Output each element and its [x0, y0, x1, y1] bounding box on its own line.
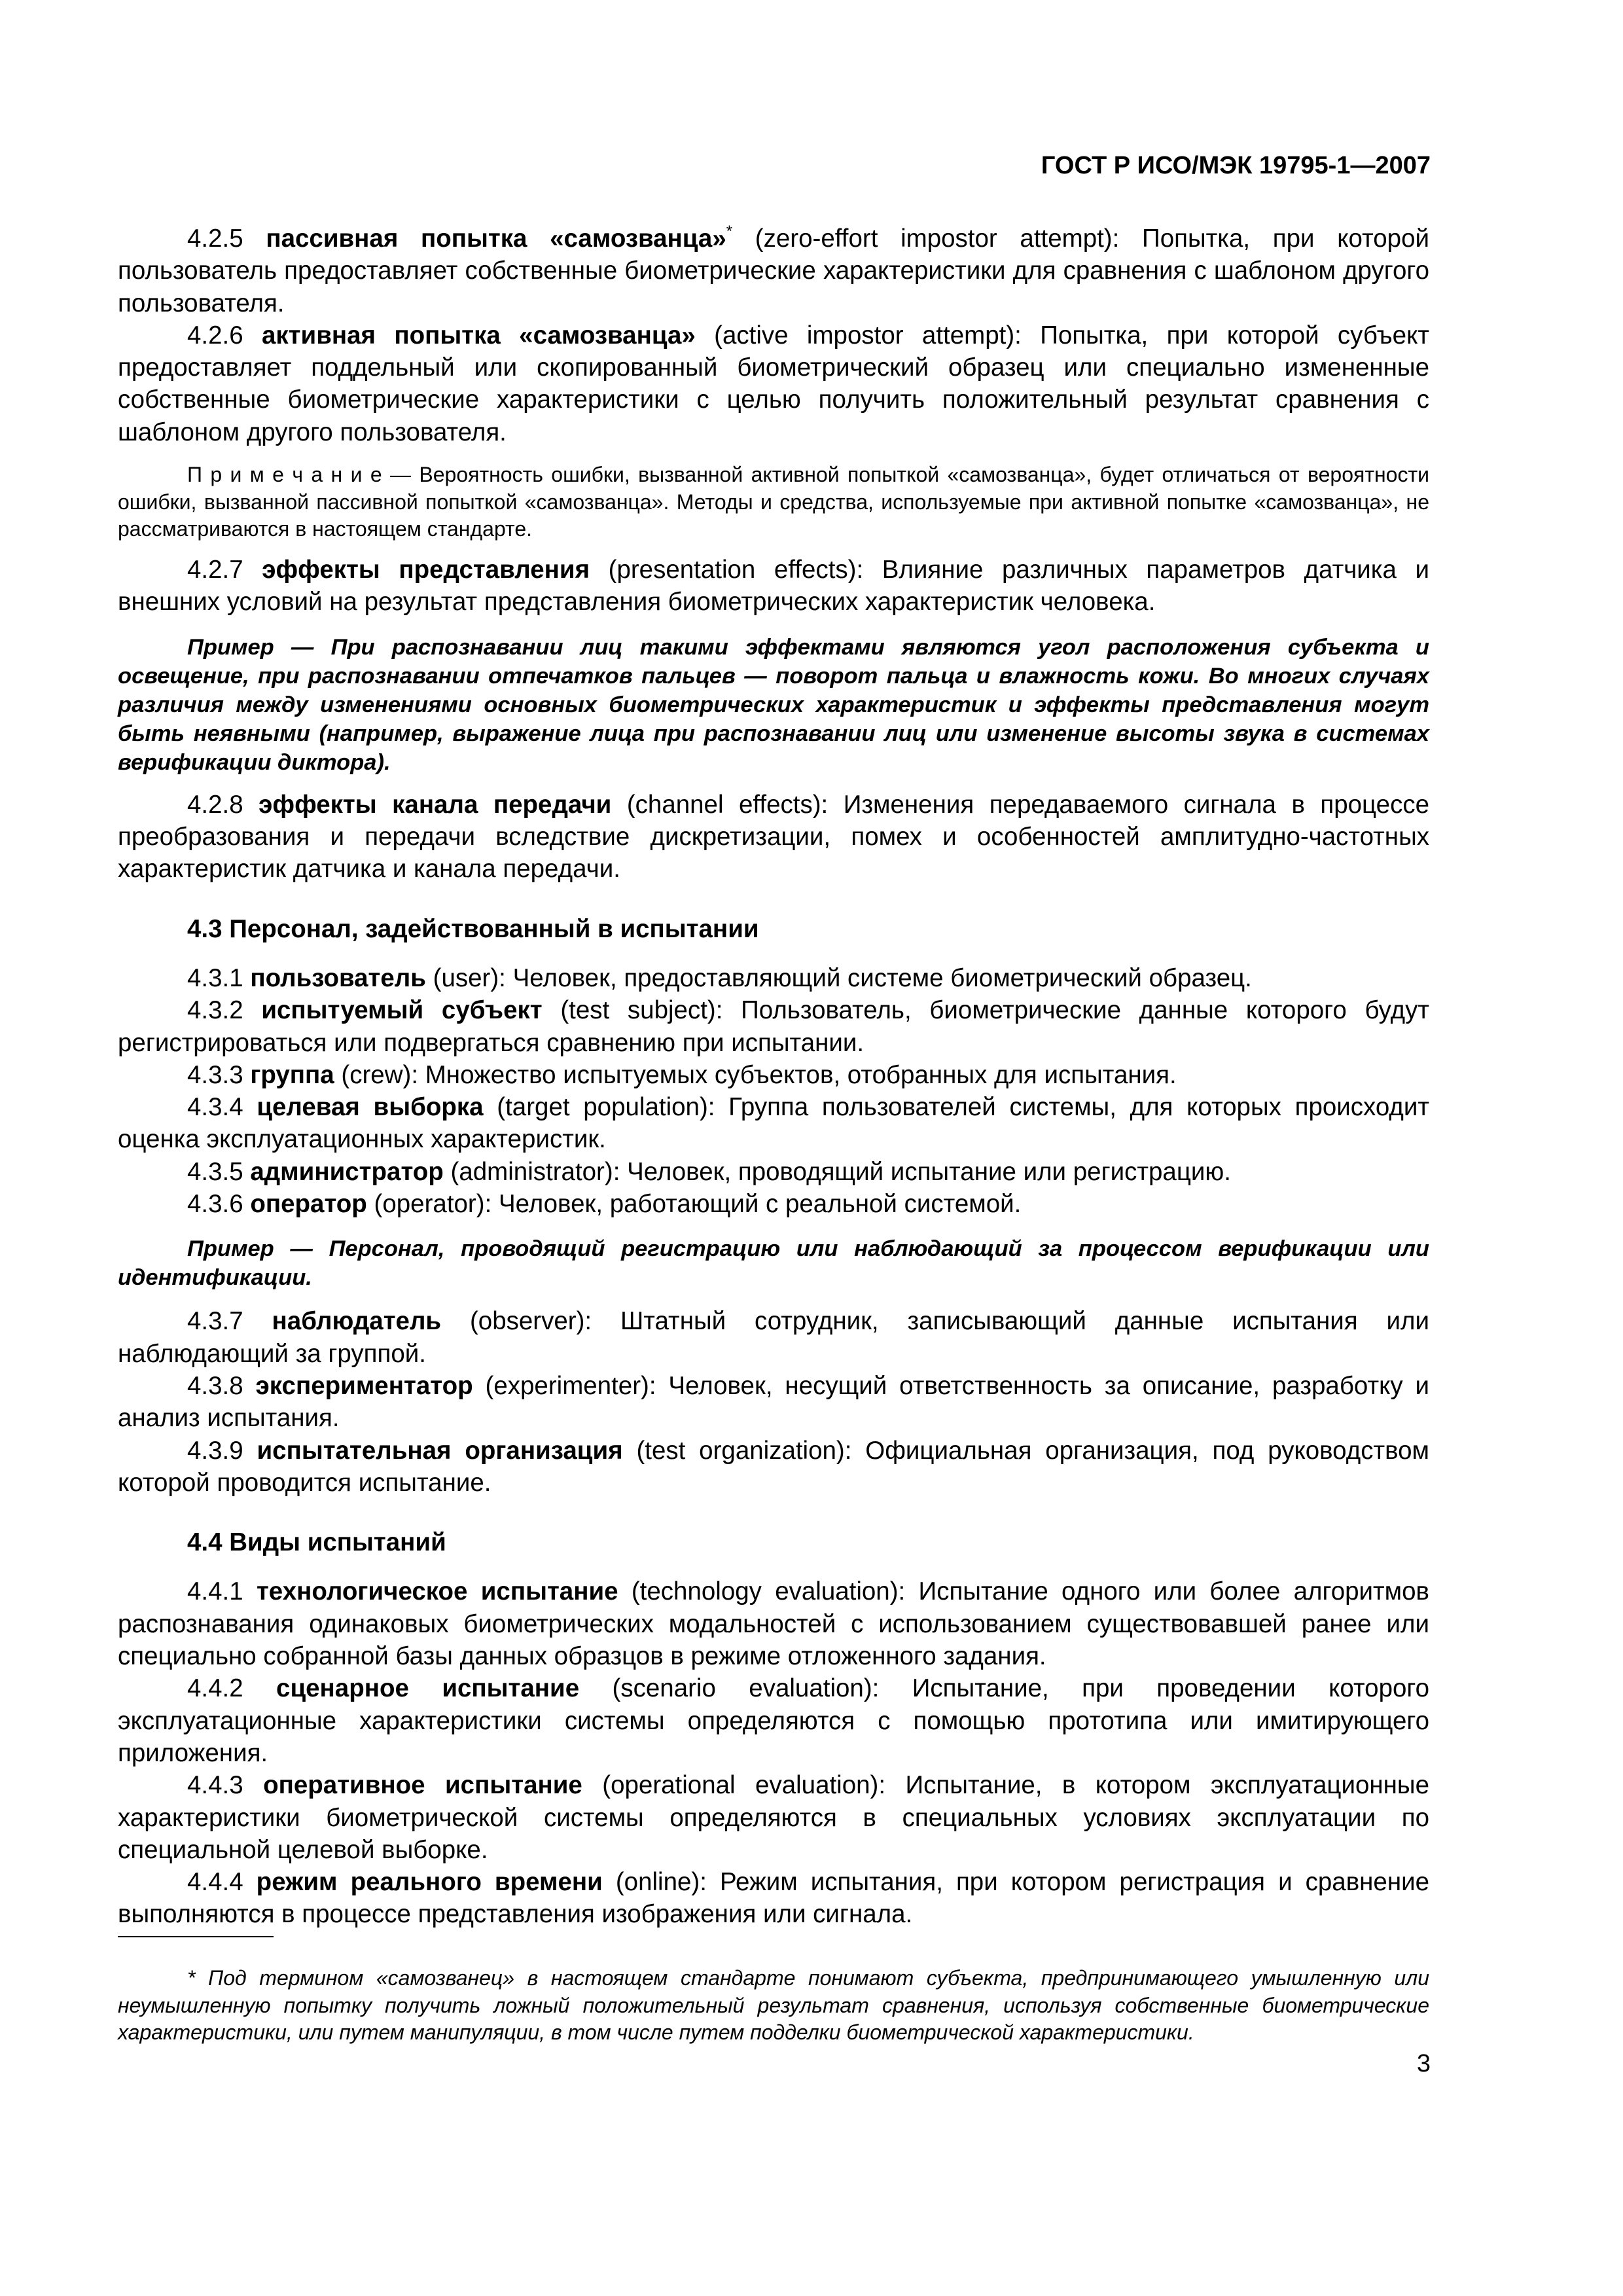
section-heading-4-4: 4.4 Виды испытаний	[187, 1528, 446, 1557]
note-label: П р и м е ч а н и е	[187, 463, 382, 487]
definition-4-3-1: 4.3.1 пользователь (user): Человек, предоставляющий системе биометрический образец.	[187, 963, 1252, 992]
definition-4-2-6: 4.2.6 активная попытка «самозванца» (active impostor attempt): Попытка, при которой субъект предоставляет поддельный или скопированный биометрический образец или специально измененные собственные биометрические характеристики с целью получить положительный результат сравнения с шаблоном другого пользователя.	[118, 321, 1429, 446]
term: режим реального времени	[256, 1868, 603, 1897]
definition-4-3-6: 4.3.6 оператор (operator): Человек, работающий с реальной системой.	[187, 1190, 1022, 1219]
footnote-mark: *	[187, 1966, 196, 1990]
term: пассивная попытка «самозванца»	[266, 224, 726, 253]
document-header: ГОСТ Р ИСО/МЭК 19795-1—2007	[1041, 152, 1431, 179]
term: администратор	[250, 1157, 444, 1186]
term: испытательная организация	[257, 1436, 623, 1465]
definition-4-2-7: 4.2.7 эффекты представления (presentation effects): Влияние различных параметров датчика и внешних условий на результат представления биометрических характеристик человека.	[118, 556, 1429, 617]
term: оперативное испытание	[263, 1771, 582, 1800]
definition-4-2-5: 4.2.5 пассивная попытка «самозванца»* (zero-effort impostor attempt): Попытка, при которой пользователь предоставляет собственные биометрические характеристики для сравнения с шаблоном другого пользователя.	[118, 223, 1430, 317]
footnote-divider	[118, 1936, 274, 1937]
term: эффекты представления	[262, 556, 590, 584]
term: экспериментатор	[255, 1371, 473, 1400]
definition-4-3-3: 4.3.3 группа (crew): Множество испытуемых субъектов, отобранных для испытания.	[187, 1060, 1177, 1089]
term: целевая выборка	[257, 1093, 484, 1122]
definition-4-4-4: 4.4.4 режим реального времени (online): Режим испытания, при котором регистрация и сравнение выполняются в процессе представления изображения или сигнала.	[118, 1868, 1429, 1929]
definition-4-3-4: 4.3.4 целевая выборка (target population): Группа пользователей системы, для которых происходит оценка эксплуатационных характеристик.	[118, 1093, 1430, 1154]
term: группа	[250, 1060, 334, 1089]
term: испытуемый субъект	[261, 996, 543, 1025]
definition-4-3-5: 4.3.5 администратор (administrator): Человек, проводящий испытание или регистрацию.	[187, 1157, 1231, 1186]
footnote: * Под термином «самозванец» в настоящем стандарте понимают субъекта, предпринимающего умышленную или неумышленную попытку получить ложный положительный результат сравнения, используя собственные биометрические характеристики, или путем манипуляции, в том числе путем подделки биометрической характеристики.	[118, 1966, 1429, 2045]
term: сценарное испытание	[276, 1674, 580, 1703]
example-personnel: Пример — Персонал, проводящий регистрацию или наблюдающий за процессом верификации или идентификации.	[118, 1236, 1429, 1291]
term: технологическое испытание	[256, 1577, 618, 1606]
page-number: 3	[1416, 2050, 1431, 2077]
definition-4-4-3: 4.4.3 оперативное испытание (operational evaluation): Испытание, в котором эксплуатационные характеристики биометрической системы определяются в специальных условиях эксплуатации по специальной целевой выборке.	[118, 1771, 1430, 1864]
term: эффекты канала передачи	[259, 790, 612, 819]
footnote-mark: *	[726, 223, 733, 240]
definition-4-4-1: 4.4.1 технологическое испытание (technology evaluation): Испытание одного или более алгоритмов распознавания одинаковых биометрических модальностей с использованием существовавшей ранее или специально собранной базы данных образцов в режиме отложенного задания.	[118, 1577, 1430, 1671]
page-body	[118, 223, 1429, 1931]
definition-4-3-7: 4.3.7 наблюдатель (observer): Штатный сотрудник, записывающий данные испытания или наблюдающий за группой.	[118, 1307, 1430, 1368]
note: П р и м е ч а н и е — Вероятность ошибки, вызванной активной попыткой «самозванца», будет отличаться от вероятности ошибки, вызванной пассивной попыткой «самозванца». Методы и средства, используемые при активной попытке «самозванца», не рассматриваются в настоящем стандарте.	[118, 463, 1430, 541]
definition-4-3-9: 4.3.9 испытательная организация (test organization): Официальная организация, под руководством которой проводится испытание.	[118, 1436, 1429, 1497]
example-presentation-effects: Пример — При распознавании лиц такими эффектами являются угол расположения субъекта и освещение, при распознавании отпечатков пальцев — поворот пальца и влажность кожи. Во многих случаях различия между изменениями основных биометрических характеристик и эффекты представления могут быть неявными (например, выражение лица при распознавании лиц или изменение высоты звука в системах верификации диктора).	[118, 634, 1429, 775]
definition-4-4-2: 4.4.2 сценарное испытание (scenario evaluation): Испытание, при проведении которого эксплуатационные характеристики системы определяются с помощью прототипа или имитирующего приложения.	[118, 1674, 1429, 1767]
term: оператор	[250, 1190, 367, 1219]
term: наблюдатель	[272, 1307, 442, 1336]
definition-4-2-8: 4.2.8 эффекты канала передачи (channel effects): Изменения передаваемого сигнала в процессе преобразования и передачи вследствие дискретизации, помех и особенностей амплитудно-частотных характеристик датчика и канала передачи.	[118, 790, 1430, 884]
definition-4-3-8: 4.3.8 экспериментатор (experimenter): Человек, несущий ответственность за описание, разработку и анализ испытания.	[118, 1371, 1430, 1433]
section-heading-4-3: 4.3 Персонал, задействованный в испытании	[187, 914, 759, 943]
definition-4-3-2: 4.3.2 испытуемый субъект (test subject): Пользователь, биометрические данные которого будут регистрироваться или подвергаться сравнению при испытании.	[118, 996, 1429, 1057]
term: пользователь	[250, 963, 426, 992]
term: активная попытка «самозванца»	[262, 321, 696, 350]
